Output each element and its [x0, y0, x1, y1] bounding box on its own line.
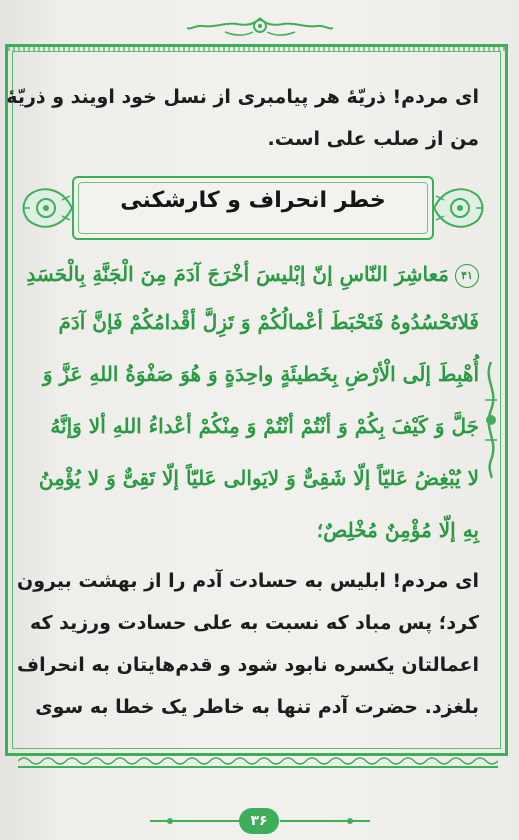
- intro-line-2: من از صلب علی است.: [267, 128, 479, 150]
- translation-line-1: ای مردم! ابلیس به حسادت آدم را از بهشت بیرون: [16, 570, 479, 592]
- translation-line-4: بلغزد. حضرت آدم تنها به خاطر یک خطا به سوی: [35, 696, 479, 718]
- hadith-line-2: فَلاتَحْسُدُوهُ فَتَحْبَطَ أعْمالُکُمْ وَ تَزِلَّ أقْدامُکُمْ فَإنَّ آدَمَ: [58, 310, 479, 334]
- page-frame-inner: [12, 51, 501, 749]
- hadith-line-1: [26, 262, 479, 288]
- section-heading-block: [22, 172, 487, 244]
- section-heading: خطر انحراف و کارشکنی: [120, 188, 386, 213]
- heading-left-ornament-icon: [22, 178, 74, 238]
- bottom-ornament-band-icon: [18, 752, 498, 770]
- hadith-line-3: أُهْبِطَ إلَی الْأرْضِ بِخَطیئَةٍ واحِدَةٍ وَ هُوَ صَفْوَةُ اللهِ عَزَّ وَ: [42, 362, 479, 386]
- hadith-number-badge: ۴۱: [455, 264, 479, 288]
- heading-right-ornament-icon: [432, 178, 484, 238]
- hadith-line-6: بِهِ إلّا مُؤْمِنٌ مُخْلِصٌ؛: [316, 518, 479, 542]
- intro-line-1: ای مردم! ذریّهٔ هر پیامبری از نسل خود اویند و ذریّهٔ: [6, 86, 479, 108]
- translation-line-2: کرد؛ پس مباد که نسبت به علی حسادت ورزید که: [29, 612, 479, 634]
- translation-line-3: اعمالتان یکسره نابود شود و قدم‌هایتان به انحراف: [17, 654, 479, 676]
- hadith-line-5: لا یُبْغِضُ عَلیّاً إلّا شَقِیٌّ وَ لایَوالی عَلیّاً إلّا تَقِیٌّ وَ لا یُؤْمِنُ: [38, 466, 479, 490]
- top-ornament-icon: [185, 14, 335, 40]
- hadith-text-1: مَعاشِرَ النّاسِ إنّ إبْلیسَ أخْرَجَ آدَمَ مِنَ الْجَنَّةِ بِالْحَسَدِ: [26, 262, 449, 286]
- side-ornament-icon: [479, 360, 503, 480]
- page-number: ۳۶: [239, 808, 279, 834]
- hadith-line-4: جَلَّ وَ کَیْفَ بِکُمْ وَ أنْتُمْ أنْتُمْ وَ مِنْکُمْ أعْداءُ اللهِ ألا وَإنَّهُ: [50, 414, 479, 438]
